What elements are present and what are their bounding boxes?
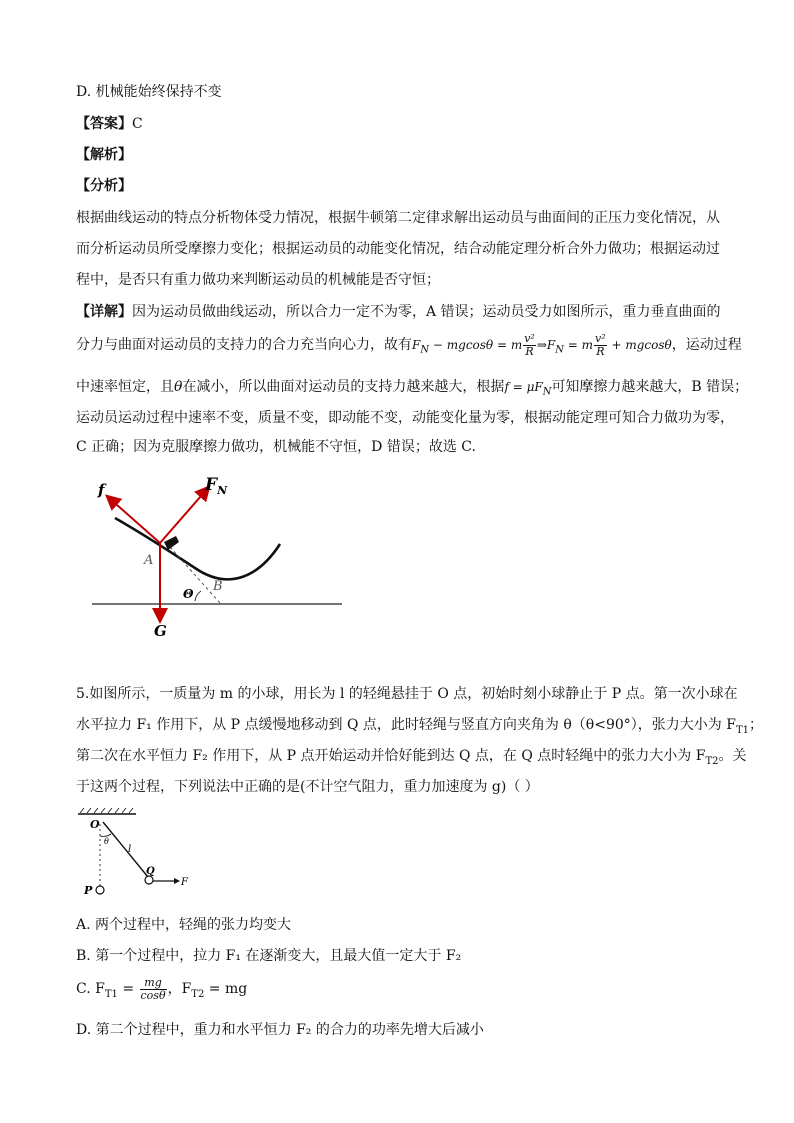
detail-line-2 <box>76 330 742 365</box>
option-b: B. 第一个过程中，拉力 F₁ 在逐渐变大，且最大值一定大于 F₂ <box>76 948 462 964</box>
fraction-v2-r-2: $\frac{\text{v²}}{R}$ <box>595 332 606 358</box>
angle-arc <box>195 591 201 601</box>
answer-line <box>76 114 143 134</box>
detail-text-2b: ，运动过程 <box>671 337 742 353</box>
label-fn: $F_N$ <box>205 475 228 497</box>
label-p: P <box>84 884 93 897</box>
rope <box>103 822 148 877</box>
answer-value: C <box>132 116 143 132</box>
ball-q <box>145 876 153 884</box>
label-theta-small: θ <box>104 837 109 846</box>
q5-line-3: 第二次在水平恒力 F₂ 作用下，从 P 点开始运动并恰好能到达 Q 点，在 Q 点时轻绳中的张力大小为 $F_{T2}$。关 <box>76 748 747 767</box>
option-c: C. $F_{T1}$ = $\frac{mg}{\cos\theta}$ ，$F_{T2}$ = mg <box>76 975 248 1002</box>
friction-arrow <box>108 497 160 543</box>
analysis-line-2: 而分析运动员所受摩擦力变化；根据运动员的动能变化情况，结合动能定理分析合外力做功；根据运动过 <box>76 241 720 257</box>
fraction-mg-cos: $\frac{mg}{\cos\theta}$ <box>140 975 166 1002</box>
equation-1: $F_N - mgcos\theta = m$ $\frac{\text{v²}}{R}$ $\Rightarrow F_N = m$ $\frac{\text{v²}}{R}$ + mgcosθ <box>412 332 672 358</box>
fenxi-heading: 【分析】 <box>76 178 132 194</box>
q5-line-1: 5.如图所示，一质量为 m 的小球，用长为 l 的轻绳悬挂于 O 点，初始时刻小球静止于 P 点。第一次小球在 <box>76 686 738 702</box>
label-q: Q <box>146 866 155 877</box>
fraction-v2-r-1: $\frac{\text{v²}}{R}$ <box>524 332 535 358</box>
analysis-line-3: 程中，是否只有重力做功来判断运动员的机械能是否守恒； <box>76 272 440 288</box>
answer-label: 【答案】 <box>76 116 132 132</box>
label-o: O <box>90 818 100 831</box>
detail-line-1 <box>76 302 721 322</box>
curved-surface <box>115 518 280 579</box>
label-f: f <box>98 481 105 499</box>
detail-line-4: 运动员运动过程中速率不变，质量不变，即动能不变，动能变化量为零，根据动能定理可知合力做功为零， <box>76 410 734 426</box>
label-g: G <box>154 622 167 640</box>
label-force-f: F <box>181 877 188 888</box>
q5-line-4: 于这两个过程，下列说法中正确的是(不计空气阻力，重力加速度为 g)（ ） <box>76 779 539 795</box>
equation-friction: $f = \mu F_N$ <box>504 380 552 398</box>
detail-label: 【详解】 <box>76 304 132 320</box>
detail-text-1: 因为运动员做曲线运动，所以合力一定不为零，A 错误；运动员受力如图所示，重力垂直曲面的 <box>132 304 721 320</box>
option-d-previous: D. 机械能始终保持不变 <box>76 84 222 100</box>
ball-p <box>96 886 104 894</box>
normal-force-arrow <box>160 488 208 543</box>
option-a: A. 两个过程中，轻绳的张力均变大 <box>76 917 292 933</box>
analysis-line-1: 根据曲线运动的特点分析物体受力情况，根据牛顿第二定律求解出运动员与曲面间的正压力变化情况，从 <box>76 210 720 226</box>
detail-line-3: 中速率恒定，且θ在减小，所以曲面对运动员的支持力越来越大，根据$f = \mu F_N$可知摩擦力越来越大，B 错误； <box>76 379 749 398</box>
jiexi-heading: 【解析】 <box>76 147 132 163</box>
force-arrow-head <box>174 878 180 884</box>
pendulum-diagram <box>76 808 206 903</box>
detail-line-5: C 正确；因为克服摩擦力做功，机械能不守恒，D 错误；故选 C. <box>76 439 476 455</box>
force-diagram <box>80 470 370 645</box>
label-b: B <box>213 579 223 594</box>
label-a: A <box>144 553 154 568</box>
option-d: D. 第二个过程中，重力和水平恒力 F₂ 的合力的功率先增大后减小 <box>76 1022 484 1038</box>
label-l: l <box>128 844 132 855</box>
label-theta: Θ <box>183 587 194 601</box>
detail-text-2a: 分力与曲面对运动员的支持力的合力充当向心力，故有 <box>76 337 412 353</box>
ceiling-hatching <box>80 808 133 813</box>
q5-line-2: 水平拉力 F₁ 作用下，从 P 点缓慢地移动到 Q 点，此时轻绳与竖直方向夹角为 θ（θ<90°），张力大小为 $F_{T1}$； <box>76 717 763 736</box>
